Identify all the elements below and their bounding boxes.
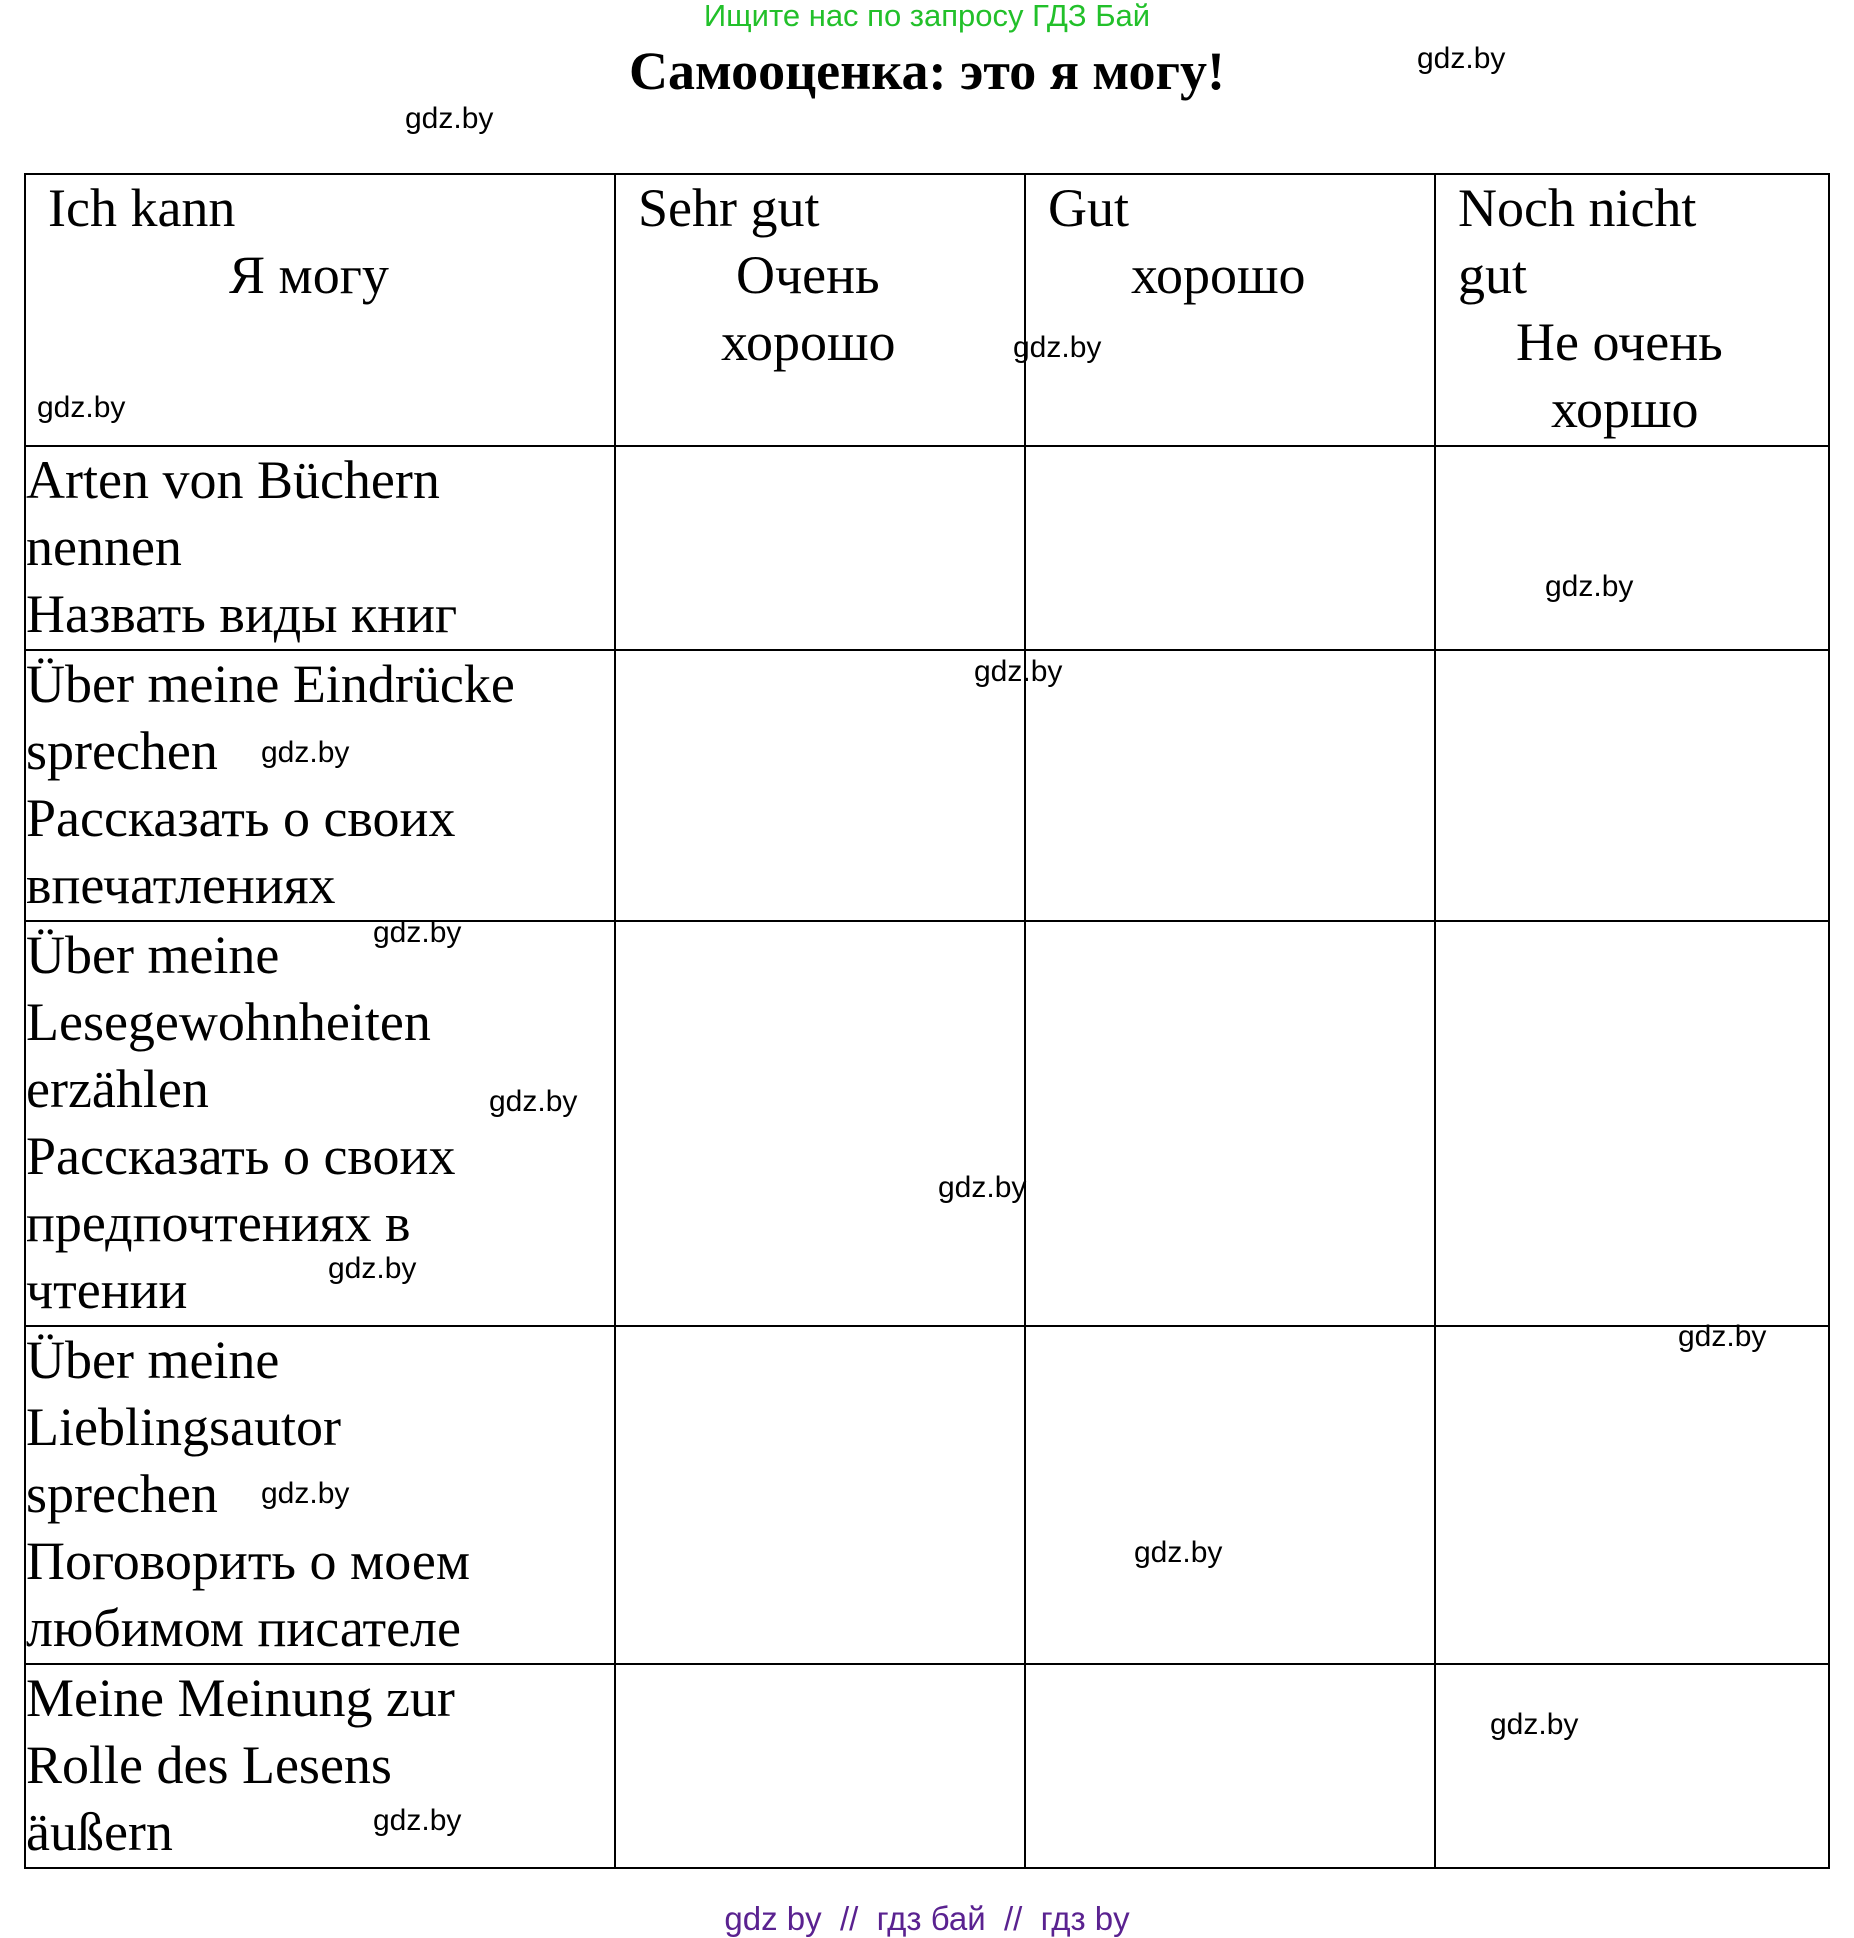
rating-cell-gut[interactable] — [1025, 1664, 1435, 1868]
header-row — [25, 174, 1829, 446]
watermark: gdz.by — [373, 1804, 462, 1837]
table-row — [25, 650, 1829, 921]
skill-line: sprechen — [26, 721, 218, 781]
skill-line: Über meine — [26, 1330, 280, 1390]
rating-cell-noch-nicht-gut[interactable] — [1435, 1326, 1829, 1664]
skill-line: Рассказать о своих — [26, 788, 456, 848]
skill-line: Meine Meinung zur — [26, 1668, 455, 1728]
rating-cell-sehr-gut[interactable] — [615, 1326, 1025, 1664]
rating-cell-gut[interactable] — [1025, 1326, 1435, 1664]
skill-line: Lesegewohnheiten — [26, 992, 431, 1052]
header-noch-nicht-de1: Noch nicht — [1458, 178, 1697, 238]
header-noch-nicht-de2: gut — [1458, 245, 1528, 305]
rating-cell-sehr-gut[interactable] — [615, 650, 1025, 921]
skill-line: sprechen — [26, 1464, 218, 1524]
header-noch-nicht-ru1: Не очень — [1516, 312, 1723, 372]
header-gut-de: Gut — [1048, 178, 1129, 238]
rating-cell-noch-nicht-gut[interactable] — [1435, 650, 1829, 921]
skill-cell — [25, 650, 615, 921]
skill-line: предпочтениях в — [26, 1193, 411, 1253]
watermark: gdz.by — [261, 736, 350, 769]
watermark: gdz.by — [1545, 570, 1634, 603]
watermark: gdz.by — [328, 1252, 417, 1285]
self-assessment-table — [24, 173, 1830, 1869]
skill-line: впечатлениях — [26, 855, 336, 915]
header-noch-nicht-gut — [1435, 174, 1829, 446]
top-banner: Ищите нас по запросу ГДЗ Бай — [703, 0, 1151, 33]
skill-line: чтении — [26, 1260, 188, 1320]
watermark: gdz.by — [974, 655, 1063, 688]
skill-line: nennen — [26, 517, 182, 577]
header-sehr-gut — [615, 174, 1025, 446]
watermark: gdz.by — [1490, 1708, 1579, 1741]
skill-line: Rolle des Lesens — [26, 1735, 392, 1795]
rating-cell-gut[interactable] — [1025, 446, 1435, 650]
header-sehr-gut-ru1: Очень — [736, 245, 880, 305]
rating-cell-sehr-gut[interactable] — [615, 1664, 1025, 1868]
skill-line: Назвать виды книг — [26, 584, 458, 644]
header-noch-nicht-ru2: хоршо — [1551, 379, 1699, 439]
watermark: gdz.by — [1134, 1536, 1223, 1569]
rating-cell-noch-nicht-gut[interactable] — [1435, 446, 1829, 650]
skill-line: Рассказать о своих — [26, 1126, 456, 1186]
rating-cell-noch-nicht-gut[interactable] — [1435, 921, 1829, 1326]
skill-line: Поговорить о моем — [26, 1531, 471, 1591]
skill-line: Lieblingsautor — [26, 1397, 341, 1457]
skill-cell — [25, 1664, 615, 1868]
watermark: gdz.by — [489, 1085, 578, 1118]
skill-line: Arten von Büchern — [26, 450, 440, 510]
skill-line: äußern — [26, 1802, 173, 1862]
rating-cell-noch-nicht-gut[interactable] — [1435, 1664, 1829, 1868]
table-row — [25, 921, 1829, 1326]
header-sehr-gut-de: Sehr gut — [638, 178, 820, 238]
rating-cell-sehr-gut[interactable] — [615, 446, 1025, 650]
table-row — [25, 446, 1829, 650]
skill-line: Über meine Eindrücke — [26, 654, 515, 714]
skill-line: erzählen — [26, 1059, 209, 1119]
skill-cell — [25, 921, 615, 1326]
watermark: gdz.by — [1678, 1320, 1767, 1353]
header-gut-ru: хорошо — [1131, 245, 1306, 305]
skill-line: Über meine — [26, 925, 280, 985]
watermark: gdz.by — [261, 1477, 350, 1510]
watermark: gdz.by — [1417, 42, 1506, 75]
watermark: gdz.by — [938, 1171, 1027, 1204]
footer-links: gdz by // гдз бай // гдз by — [724, 1900, 1130, 1937]
skill-line: любимом писателе — [26, 1598, 461, 1658]
watermark: gdz.by — [405, 102, 494, 135]
watermark: gdz.by — [373, 916, 462, 949]
header-gut — [1025, 174, 1435, 446]
skill-cell — [25, 446, 615, 650]
watermark: gdz.by — [1013, 331, 1102, 364]
watermark: gdz.by — [37, 391, 126, 424]
rating-cell-gut[interactable] — [1025, 650, 1435, 921]
header-sehr-gut-ru2: хорошо — [721, 312, 896, 372]
rating-cell-gut[interactable] — [1025, 921, 1435, 1326]
rating-cell-sehr-gut[interactable] — [615, 921, 1025, 1326]
table-row — [25, 1664, 1829, 1868]
header-ich-kann-de: Ich kann — [48, 178, 236, 238]
header-ich-kann-ru: Я могу — [229, 245, 389, 305]
page-title: Самооценка: это я могу! — [629, 41, 1225, 101]
